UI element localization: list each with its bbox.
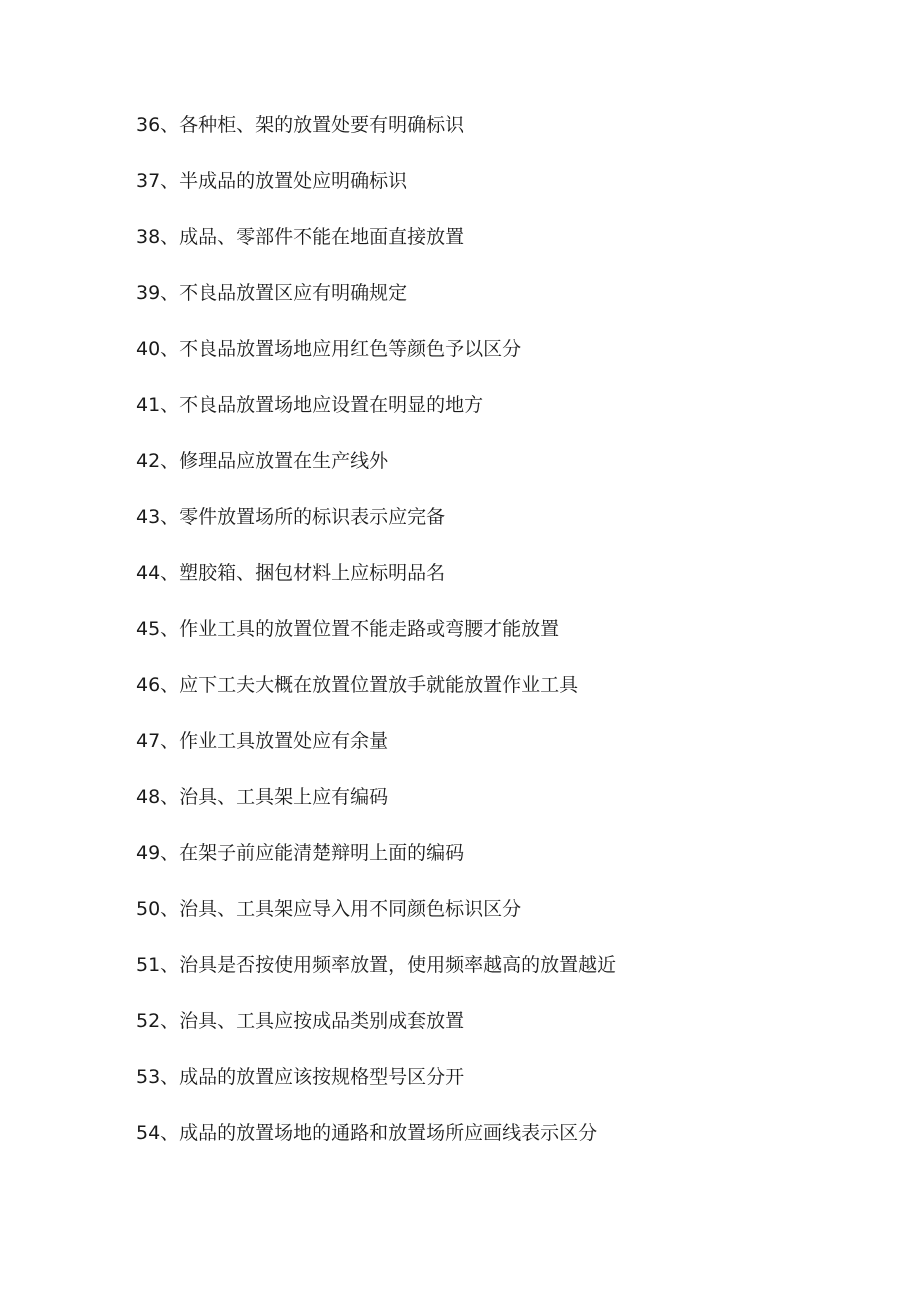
list-item: 47、作业工具放置处应有余量 — [136, 730, 389, 752]
list-item: 36、各种柜、架的放置处要有明确标识 — [136, 114, 465, 136]
list-item: 51、治具是否按使用频率放置，使用频率越高的放置越近 — [136, 954, 617, 976]
list-item: 39、不良品放置区应有明确规定 — [136, 282, 408, 304]
list-item: 43、零件放置场所的标识表示应完备 — [136, 506, 446, 528]
list-item: 40、不良品放置场地应用红色等颜色予以区分 — [136, 338, 522, 360]
list-item: 50、治具、工具架应导入用不同颜色标识区分 — [136, 898, 522, 920]
list-item: 48、治具、工具架上应有编码 — [136, 786, 389, 808]
list-item: 54、成品的放置场地的通路和放置场所应画线表示区分 — [136, 1122, 598, 1144]
list-item: 49、在架子前应能清楚辩明上面的编码 — [136, 842, 465, 864]
checklist — [136, 111, 616, 1175]
list-item: 45、作业工具的放置位置不能走路或弯腰才能放置 — [136, 618, 560, 640]
list-item: 52、治具、工具应按成品类别成套放置 — [136, 1010, 465, 1032]
list-item: 41、不良品放置场地应设置在明显的地方 — [136, 394, 484, 416]
list-item: 37、半成品的放置处应明确标识 — [136, 170, 408, 192]
list-item: 42、修理品应放置在生产线外 — [136, 450, 389, 472]
list-item: 53、成品的放置应该按规格型号区分开 — [136, 1066, 465, 1088]
list-item: 38、成品、零部件不能在地面直接放置 — [136, 226, 465, 248]
list-item: 44、塑胶箱、捆包材料上应标明品名 — [136, 562, 446, 584]
list-item: 46、应下工夫大概在放置位置放手就能放置作业工具 — [136, 674, 579, 696]
